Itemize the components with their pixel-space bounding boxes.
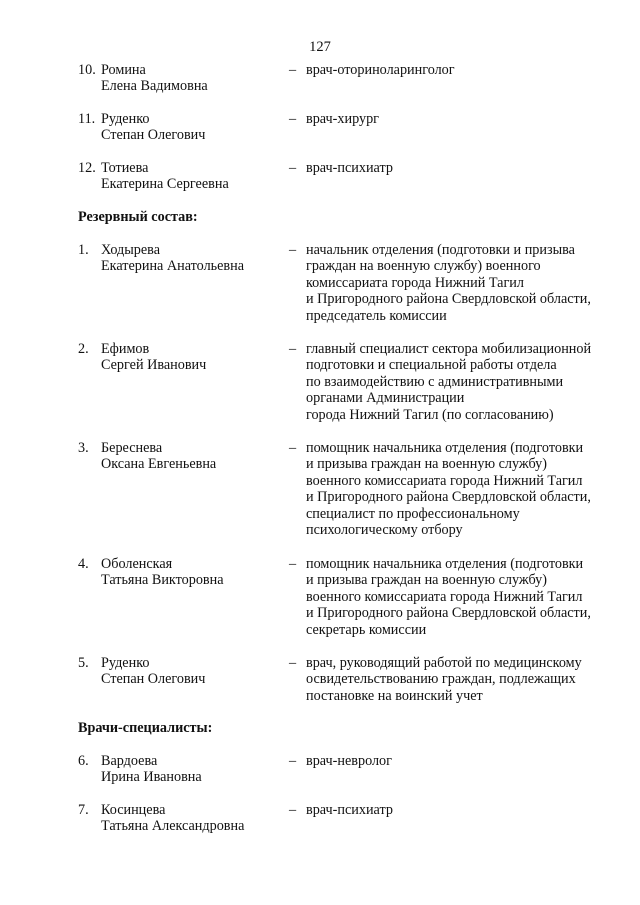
dash: – <box>289 160 297 176</box>
item-number: 10. <box>78 62 96 78</box>
desc-line: освидетельствованию граждан, подлежащих <box>306 671 576 688</box>
surname: Береснева <box>101 440 163 456</box>
given-names: Степан Олегович <box>101 127 206 144</box>
desc-line: и призыва граждан на военную службу) <box>306 572 547 589</box>
desc-line: и Пригородного района Свердловской области, <box>306 489 591 506</box>
given-names: Сергей Иванович <box>101 357 207 374</box>
dash: – <box>289 556 297 572</box>
desc-line: постановке на воинский учет <box>306 687 483 704</box>
desc-line: помощник начальника отделения (подготовки <box>306 556 584 572</box>
person-name <box>101 62 281 95</box>
surname: Ходырева <box>101 242 160 258</box>
position-description <box>306 802 636 818</box>
surname: Руденко <box>101 111 150 127</box>
position-description <box>306 62 636 78</box>
desc-line: и Пригородного района Свердловской области, <box>306 605 591 622</box>
item-number: 1. <box>78 242 89 258</box>
position-description <box>306 111 636 127</box>
given-names: Степан Олегович <box>101 671 206 688</box>
desc-line: врач-хирург <box>306 111 379 127</box>
position-description <box>306 160 636 176</box>
item-number: 11. <box>78 111 96 127</box>
person-name <box>101 341 281 374</box>
item-number: 4. <box>78 556 89 572</box>
position-description <box>306 556 636 638</box>
surname: Руденко <box>101 655 150 671</box>
desc-line: секретарь комиссии <box>306 621 427 638</box>
person-name <box>101 242 281 275</box>
item-number: 3. <box>78 440 89 456</box>
surname: Вардоева <box>101 753 158 769</box>
dash: – <box>289 341 297 357</box>
dash: – <box>289 242 297 258</box>
person-name <box>101 440 281 473</box>
given-names: Татьяна Александровна <box>101 818 245 835</box>
desc-line: комиссариата города Нижний Тагил <box>306 274 524 291</box>
person-name <box>101 802 281 835</box>
position-description <box>306 753 636 769</box>
person-name <box>101 160 281 193</box>
surname: Ромина <box>101 62 146 78</box>
desc-line: и призыва граждан на военную службу) <box>306 456 547 473</box>
desc-line: органами Администрации <box>306 390 465 407</box>
item-number: 2. <box>78 341 89 357</box>
given-names: Екатерина Сергеевна <box>101 176 229 193</box>
given-names: Ирина Ивановна <box>101 769 202 786</box>
desc-line: граждан на военную службу) военного <box>306 258 541 275</box>
person-name <box>101 753 281 786</box>
desc-line: председатель комиссии <box>306 307 447 324</box>
dash: – <box>289 111 297 127</box>
dash: – <box>289 62 297 78</box>
desc-line: и Пригородного района Свердловской области, <box>306 291 591 308</box>
position-description <box>306 242 636 324</box>
desc-line: города Нижний Тагил (по согласованию) <box>306 406 554 423</box>
given-names: Татьяна Викторовна <box>101 572 224 589</box>
desc-line: по взаимодействию с административными <box>306 373 564 390</box>
page-number: 127 <box>309 39 331 55</box>
dash: – <box>289 753 297 769</box>
dash: – <box>289 655 297 671</box>
desc-line: военного комиссариата города Нижний Тагил <box>306 472 583 489</box>
surname: Ефимов <box>101 341 150 357</box>
desc-line: врач, руководящий работой по медицинскому <box>306 655 582 671</box>
desc-line: врач-психиатр <box>306 160 393 176</box>
section-heading-specialists: Врачи-специалисты: <box>78 720 213 736</box>
desc-line: врач-оториноларинголог <box>306 62 455 78</box>
desc-line: врач-психиатр <box>306 802 393 818</box>
position-description <box>306 655 636 704</box>
item-number: 5. <box>78 655 89 671</box>
surname: Оболенская <box>101 556 173 572</box>
desc-line: специалист по профессиональному <box>306 505 520 522</box>
surname: Тотиева <box>101 160 149 176</box>
desc-line: военного комиссариата города Нижний Тагил <box>306 588 583 605</box>
surname: Косинцева <box>101 802 166 818</box>
given-names: Елена Вадимовна <box>101 78 208 95</box>
position-description <box>306 341 636 423</box>
item-number: 7. <box>78 802 89 818</box>
desc-line: врач-невролог <box>306 753 392 769</box>
item-number: 12. <box>78 160 96 176</box>
desc-line: начальник отделения (подготовки и призыва <box>306 242 575 258</box>
desc-line: главный специалист сектора мобилизационной <box>306 341 592 357</box>
dash: – <box>289 440 297 456</box>
person-name <box>101 655 281 688</box>
given-names: Екатерина Анатольевна <box>101 258 245 275</box>
person-name <box>101 556 281 589</box>
position-description <box>306 440 636 538</box>
person-name <box>101 111 281 144</box>
given-names: Оксана Евгеньевна <box>101 456 217 473</box>
section-heading-reserve: Резервный состав: <box>78 209 198 225</box>
dash: – <box>289 802 297 818</box>
desc-line: психологическому отбору <box>306 522 463 539</box>
desc-line: подготовки и специальной работы отдела <box>306 357 557 374</box>
desc-line: помощник начальника отделения (подготовки <box>306 440 584 456</box>
item-number: 6. <box>78 753 89 769</box>
